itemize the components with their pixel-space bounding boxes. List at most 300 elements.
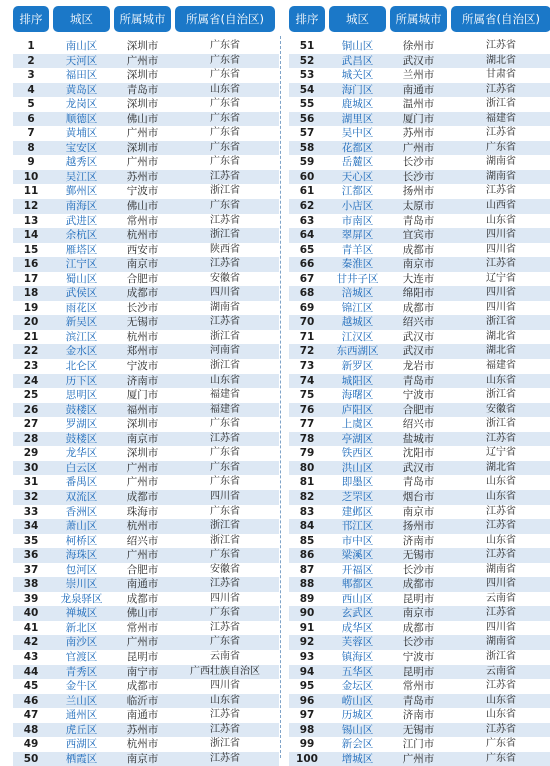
rank-cell: 94 xyxy=(299,665,315,678)
district-cell: 亭湖区 xyxy=(341,432,374,445)
rows-left xyxy=(13,39,279,766)
table-row xyxy=(289,54,550,69)
province-cell: 广东省 xyxy=(486,738,516,750)
rank-cell: 64 xyxy=(299,229,315,242)
rank-cell: 34 xyxy=(23,520,39,533)
district-cell: 江都区 xyxy=(341,185,374,198)
district-cell: 吴江区 xyxy=(65,170,98,183)
rank-cell: 72 xyxy=(299,345,315,358)
city-cell: 成都市 xyxy=(126,287,159,300)
city-cell: 兰州市 xyxy=(402,69,435,82)
district-cell: 花都区 xyxy=(341,141,374,154)
rank-cell: 85 xyxy=(299,534,315,547)
header-rank: 排序 xyxy=(13,6,49,32)
city-cell: 青岛市 xyxy=(402,694,435,707)
city-cell: 成都市 xyxy=(126,592,159,605)
table-row xyxy=(289,519,550,534)
district-cell: 罗湖区 xyxy=(65,418,98,431)
table-row xyxy=(13,432,279,447)
province-cell: 广东省 xyxy=(210,549,240,561)
district-cell: 北仑区 xyxy=(65,360,98,373)
district-cell: 官渡区 xyxy=(65,650,98,663)
rank-cell: 7 xyxy=(27,127,35,140)
city-cell: 南京市 xyxy=(402,258,435,271)
district-cell: 海门区 xyxy=(341,83,374,96)
city-cell: 合肥市 xyxy=(126,563,159,576)
district-cell: 顺德区 xyxy=(65,112,98,125)
city-cell: 江门市 xyxy=(402,738,435,751)
rank-cell: 70 xyxy=(299,316,315,329)
table-row xyxy=(13,97,279,112)
city-cell: 西安市 xyxy=(126,243,159,256)
rank-cell: 39 xyxy=(23,592,39,605)
province-cell: 湖北省 xyxy=(486,54,516,66)
district-cell: 铜山区 xyxy=(341,40,374,52)
city-cell: 成都市 xyxy=(402,621,435,634)
province-cell: 甘肃省 xyxy=(486,69,516,81)
table-row xyxy=(13,68,279,83)
table-row xyxy=(13,243,279,258)
district-cell: 小店区 xyxy=(341,200,374,213)
city-cell: 绵阳市 xyxy=(402,287,435,300)
province-cell: 广东省 xyxy=(210,69,240,81)
district-cell: 金牛区 xyxy=(65,680,98,693)
rank-cell: 55 xyxy=(299,98,315,111)
province-cell: 福建省 xyxy=(486,112,516,124)
city-cell: 成都市 xyxy=(402,578,435,591)
table-row xyxy=(13,577,279,592)
rows-right xyxy=(289,39,550,766)
district-cell: 吴中区 xyxy=(341,127,374,140)
district-cell: 黄埔区 xyxy=(65,127,98,140)
city-cell: 昆明市 xyxy=(126,650,159,663)
city-cell: 临沂市 xyxy=(126,694,159,707)
district-cell: 宝安区 xyxy=(65,141,98,154)
district-cell: 海珠区 xyxy=(65,549,98,562)
table-row xyxy=(289,374,550,389)
district-cell: 鄞州区 xyxy=(65,185,98,198)
table-row xyxy=(13,214,279,229)
rank-cell: 32 xyxy=(23,490,39,503)
table-row xyxy=(13,737,279,752)
rank-cell: 86 xyxy=(299,549,315,562)
rank-cell: 2 xyxy=(27,54,35,67)
table-row xyxy=(289,490,550,505)
district-cell: 新吴区 xyxy=(65,316,98,329)
rank-cell: 88 xyxy=(299,578,315,591)
district-cell: 蜀山区 xyxy=(65,272,98,285)
table-row xyxy=(13,286,279,301)
table-row xyxy=(13,548,279,563)
table-row xyxy=(289,461,550,476)
district-cell: 南沙区 xyxy=(65,636,98,649)
province-cell: 江苏省 xyxy=(486,520,516,532)
rank-cell: 54 xyxy=(299,83,315,96)
header-rank: 排序 xyxy=(289,6,325,32)
district-cell: 福田区 xyxy=(65,69,98,82)
province-cell: 四川省 xyxy=(486,243,516,255)
city-cell: 长沙市 xyxy=(402,636,435,649)
city-cell: 南京市 xyxy=(402,505,435,518)
city-cell: 南京市 xyxy=(126,258,159,271)
province-cell: 广东省 xyxy=(210,636,240,648)
province-cell: 广东省 xyxy=(210,156,240,168)
province-cell: 浙江省 xyxy=(486,650,516,662)
table-row xyxy=(13,359,279,374)
district-cell: 禅城区 xyxy=(65,607,98,620)
province-cell: 山东省 xyxy=(210,374,240,386)
province-cell: 广东省 xyxy=(210,476,240,488)
city-cell: 深圳市 xyxy=(126,69,159,82)
table-row xyxy=(289,214,550,229)
rank-cell: 37 xyxy=(23,563,39,576)
province-cell: 江苏省 xyxy=(486,127,516,139)
city-cell: 成都市 xyxy=(402,243,435,256)
district-cell: 秦淮区 xyxy=(341,258,374,271)
city-cell: 厦门市 xyxy=(126,389,159,402)
province-cell: 湖南省 xyxy=(210,301,240,313)
province-cell: 江苏省 xyxy=(210,316,240,328)
table-row xyxy=(289,228,550,243)
district-cell: 湖里区 xyxy=(341,112,374,125)
city-cell: 成都市 xyxy=(126,490,159,503)
table-row xyxy=(13,417,279,432)
table-row xyxy=(289,548,550,563)
header-city: 所属城市 xyxy=(390,6,447,32)
rank-cell: 66 xyxy=(299,258,315,271)
rank-cell: 9 xyxy=(27,156,35,169)
table-row xyxy=(289,39,550,54)
rank-cell: 89 xyxy=(299,592,315,605)
rank-cell: 17 xyxy=(23,272,39,285)
city-cell: 温州市 xyxy=(402,98,435,111)
table-row xyxy=(13,446,279,461)
district-cell: 龙泉驿区 xyxy=(60,592,103,605)
district-cell: 双流区 xyxy=(65,490,98,503)
table-row xyxy=(13,708,279,723)
district-cell: 番禺区 xyxy=(65,476,98,489)
province-cell: 浙江省 xyxy=(210,330,240,342)
province-cell: 安徽省 xyxy=(486,403,516,415)
rank-cell: 74 xyxy=(299,374,315,387)
city-cell: 青岛市 xyxy=(126,83,159,96)
table-row xyxy=(289,330,550,345)
district-cell: 柯桥区 xyxy=(65,534,98,547)
province-cell: 四川省 xyxy=(210,490,240,502)
district-cell: 崇川区 xyxy=(65,578,98,591)
rank-cell: 20 xyxy=(23,316,39,329)
city-cell: 常州市 xyxy=(126,621,159,634)
province-cell: 云南省 xyxy=(486,592,516,604)
rank-cell: 27 xyxy=(23,418,39,431)
province-cell: 陕西省 xyxy=(210,243,240,255)
table-row xyxy=(289,446,550,461)
rank-cell: 51 xyxy=(299,40,315,52)
province-cell: 广东省 xyxy=(210,418,240,430)
city-cell: 太原市 xyxy=(402,200,435,213)
city-cell: 成都市 xyxy=(126,680,159,693)
city-cell: 广州市 xyxy=(126,156,159,169)
city-cell: 宁波市 xyxy=(126,360,159,373)
province-cell: 广东省 xyxy=(210,505,240,517)
rank-cell: 21 xyxy=(23,330,39,343)
city-cell: 南京市 xyxy=(402,607,435,620)
province-cell: 江苏省 xyxy=(486,607,516,619)
province-cell: 四川省 xyxy=(210,287,240,299)
table-row xyxy=(289,417,550,432)
header-province: 所属省(自治区) xyxy=(175,6,275,32)
city-cell: 青岛市 xyxy=(402,476,435,489)
table-row xyxy=(289,650,550,665)
rank-cell: 100 xyxy=(296,752,318,765)
rank-cell: 13 xyxy=(23,214,39,227)
column-divider xyxy=(280,36,281,758)
district-cell: 滨江区 xyxy=(65,330,98,343)
rank-cell: 52 xyxy=(299,54,315,67)
table-row xyxy=(13,330,279,345)
rank-cell: 47 xyxy=(23,709,39,722)
province-cell: 云南省 xyxy=(210,650,240,662)
district-cell: 郫都区 xyxy=(341,578,374,591)
district-cell: 梁溪区 xyxy=(341,549,374,562)
rank-cell: 84 xyxy=(299,520,315,533)
district-cell: 越城区 xyxy=(341,316,374,329)
district-cell: 镇海区 xyxy=(341,650,374,663)
rank-cell: 12 xyxy=(23,200,39,213)
table-row xyxy=(13,475,279,490)
city-cell: 长沙市 xyxy=(402,563,435,576)
province-cell: 浙江省 xyxy=(486,418,516,430)
header-row-left xyxy=(13,6,279,32)
rank-cell: 14 xyxy=(23,229,39,242)
district-cell: 锦江区 xyxy=(341,301,374,314)
city-cell: 佛山市 xyxy=(126,112,159,125)
district-cell: 上虞区 xyxy=(341,418,374,431)
city-cell: 常州市 xyxy=(126,214,159,227)
district-cell: 金水区 xyxy=(65,345,98,358)
province-cell: 辽宁省 xyxy=(486,272,516,284)
table-row xyxy=(289,592,550,607)
table-row xyxy=(289,359,550,374)
city-cell: 苏州市 xyxy=(126,170,159,183)
city-cell: 深圳市 xyxy=(126,40,159,52)
table-row xyxy=(289,141,550,156)
rank-cell: 25 xyxy=(23,389,39,402)
district-cell: 市南区 xyxy=(341,214,374,227)
province-cell: 山东省 xyxy=(486,476,516,488)
province-cell: 广东省 xyxy=(210,200,240,212)
rank-cell: 10 xyxy=(23,170,39,183)
header-district: 城区 xyxy=(329,6,386,32)
rank-cell: 79 xyxy=(299,447,315,460)
rank-cell: 53 xyxy=(299,69,315,82)
province-cell: 山东省 xyxy=(210,83,240,95)
city-cell: 佛山市 xyxy=(126,607,159,620)
province-cell: 山东省 xyxy=(486,709,516,721)
district-cell: 青秀区 xyxy=(65,665,98,678)
district-cell: 龙华区 xyxy=(65,447,98,460)
table-row xyxy=(289,97,550,112)
table-row xyxy=(13,141,279,156)
header-province: 所属省(自治区) xyxy=(451,6,550,32)
province-cell: 广东省 xyxy=(210,607,240,619)
province-cell: 江苏省 xyxy=(210,258,240,270)
province-cell: 江苏省 xyxy=(486,680,516,692)
city-cell: 宁波市 xyxy=(126,185,159,198)
city-cell: 珠海市 xyxy=(126,505,159,518)
rank-cell: 90 xyxy=(299,607,315,620)
city-cell: 深圳市 xyxy=(126,98,159,111)
table-row xyxy=(289,388,550,403)
district-cell: 雨花区 xyxy=(65,301,98,314)
rank-cell: 42 xyxy=(23,636,39,649)
province-cell: 浙江省 xyxy=(210,738,240,750)
province-cell: 福建省 xyxy=(210,389,240,401)
district-cell: 历城区 xyxy=(341,709,374,722)
city-cell: 扬州市 xyxy=(402,185,435,198)
table-row xyxy=(13,635,279,650)
city-cell: 广州市 xyxy=(126,476,159,489)
province-cell: 江苏省 xyxy=(210,621,240,633)
city-cell: 杭州市 xyxy=(126,520,159,533)
table-row xyxy=(289,665,550,680)
table-row xyxy=(13,155,279,170)
district-cell: 庐阳区 xyxy=(341,403,374,416)
table-row xyxy=(13,388,279,403)
rank-cell: 82 xyxy=(299,490,315,503)
province-cell: 江苏省 xyxy=(486,723,516,735)
district-cell: 金坛区 xyxy=(341,680,374,693)
city-cell: 武汉市 xyxy=(402,461,435,474)
rank-cell: 41 xyxy=(23,621,39,634)
province-cell: 山西省 xyxy=(486,200,516,212)
rank-cell: 5 xyxy=(27,98,35,111)
district-cell: 黄岛区 xyxy=(65,83,98,96)
table-row xyxy=(289,621,550,636)
city-cell: 深圳市 xyxy=(126,447,159,460)
province-cell: 江苏省 xyxy=(486,83,516,95)
district-cell: 涪城区 xyxy=(341,287,374,300)
district-cell: 南海区 xyxy=(65,200,98,213)
rank-cell: 80 xyxy=(299,461,315,474)
district-cell: 芝罘区 xyxy=(341,490,374,503)
rank-cell: 69 xyxy=(299,301,315,314)
city-cell: 武汉市 xyxy=(402,330,435,343)
table-row xyxy=(13,592,279,607)
table-row xyxy=(13,126,279,141)
district-cell: 南山区 xyxy=(65,40,98,52)
city-cell: 南通市 xyxy=(402,83,435,96)
district-cell: 成华区 xyxy=(341,621,374,634)
rank-cell: 71 xyxy=(299,330,315,343)
rank-cell: 76 xyxy=(299,403,315,416)
city-cell: 广州市 xyxy=(126,127,159,140)
rank-cell: 6 xyxy=(27,112,35,125)
city-cell: 南宁市 xyxy=(126,665,159,678)
city-cell: 苏州市 xyxy=(402,127,435,140)
table-row xyxy=(289,723,550,738)
rank-cell: 61 xyxy=(299,185,315,198)
province-cell: 广东省 xyxy=(210,40,240,51)
rank-cell: 62 xyxy=(299,200,315,213)
district-cell: 市中区 xyxy=(341,534,374,547)
city-cell: 武汉市 xyxy=(402,54,435,67)
province-cell: 福建省 xyxy=(486,360,516,372)
district-cell: 白云区 xyxy=(65,461,98,474)
district-cell: 玄武区 xyxy=(341,607,374,620)
table-row xyxy=(13,184,279,199)
table-row xyxy=(13,519,279,534)
city-cell: 广州市 xyxy=(402,141,435,154)
city-cell: 盐城市 xyxy=(402,432,435,445)
province-cell: 云南省 xyxy=(486,665,516,677)
rank-cell: 48 xyxy=(23,723,39,736)
rank-cell: 8 xyxy=(27,141,35,154)
province-cell: 广东省 xyxy=(210,141,240,153)
table-left-half xyxy=(13,6,279,766)
district-cell: 建邺区 xyxy=(341,505,374,518)
province-cell: 浙江省 xyxy=(210,360,240,372)
city-cell: 广州市 xyxy=(126,461,159,474)
city-cell: 无锡市 xyxy=(402,549,435,562)
rank-cell: 33 xyxy=(23,505,39,518)
province-cell: 江苏省 xyxy=(210,752,240,764)
rank-cell: 78 xyxy=(299,432,315,445)
district-cell: 增城区 xyxy=(341,752,374,765)
province-cell: 山东省 xyxy=(210,694,240,706)
province-cell: 山东省 xyxy=(486,490,516,502)
province-cell: 安徽省 xyxy=(210,563,240,575)
province-cell: 江苏省 xyxy=(210,578,240,590)
district-cell: 历下区 xyxy=(65,374,98,387)
rank-cell: 92 xyxy=(299,636,315,649)
rank-cell: 67 xyxy=(299,272,315,285)
table-row xyxy=(13,112,279,127)
city-cell: 杭州市 xyxy=(126,330,159,343)
province-cell: 江苏省 xyxy=(486,258,516,270)
table-row xyxy=(13,199,279,214)
district-cell: 虎丘区 xyxy=(65,723,98,736)
table-row xyxy=(289,155,550,170)
province-cell: 江苏省 xyxy=(486,505,516,517)
table-row xyxy=(289,679,550,694)
province-cell: 浙江省 xyxy=(486,98,516,110)
city-cell: 南京市 xyxy=(126,432,159,445)
header-row-right xyxy=(289,6,550,32)
province-cell: 浙江省 xyxy=(210,520,240,532)
rank-cell: 26 xyxy=(23,403,39,416)
city-cell: 昆明市 xyxy=(402,592,435,605)
rank-cell: 68 xyxy=(299,287,315,300)
table-row xyxy=(13,563,279,578)
district-cell: 邗江区 xyxy=(341,520,374,533)
city-cell: 常州市 xyxy=(402,680,435,693)
table-row xyxy=(13,83,279,98)
table-row xyxy=(13,301,279,316)
city-cell: 合肥市 xyxy=(402,403,435,416)
rank-cell: 18 xyxy=(23,287,39,300)
district-cell: 翠屏区 xyxy=(341,229,374,242)
table-row xyxy=(289,606,550,621)
table-row xyxy=(13,505,279,520)
rank-cell: 57 xyxy=(299,127,315,140)
table-row xyxy=(13,54,279,69)
province-cell: 江苏省 xyxy=(486,185,516,197)
province-cell: 湖北省 xyxy=(486,330,516,342)
city-cell: 沈阳市 xyxy=(402,447,435,460)
rank-cell: 38 xyxy=(23,578,39,591)
city-cell: 无锡市 xyxy=(402,723,435,736)
